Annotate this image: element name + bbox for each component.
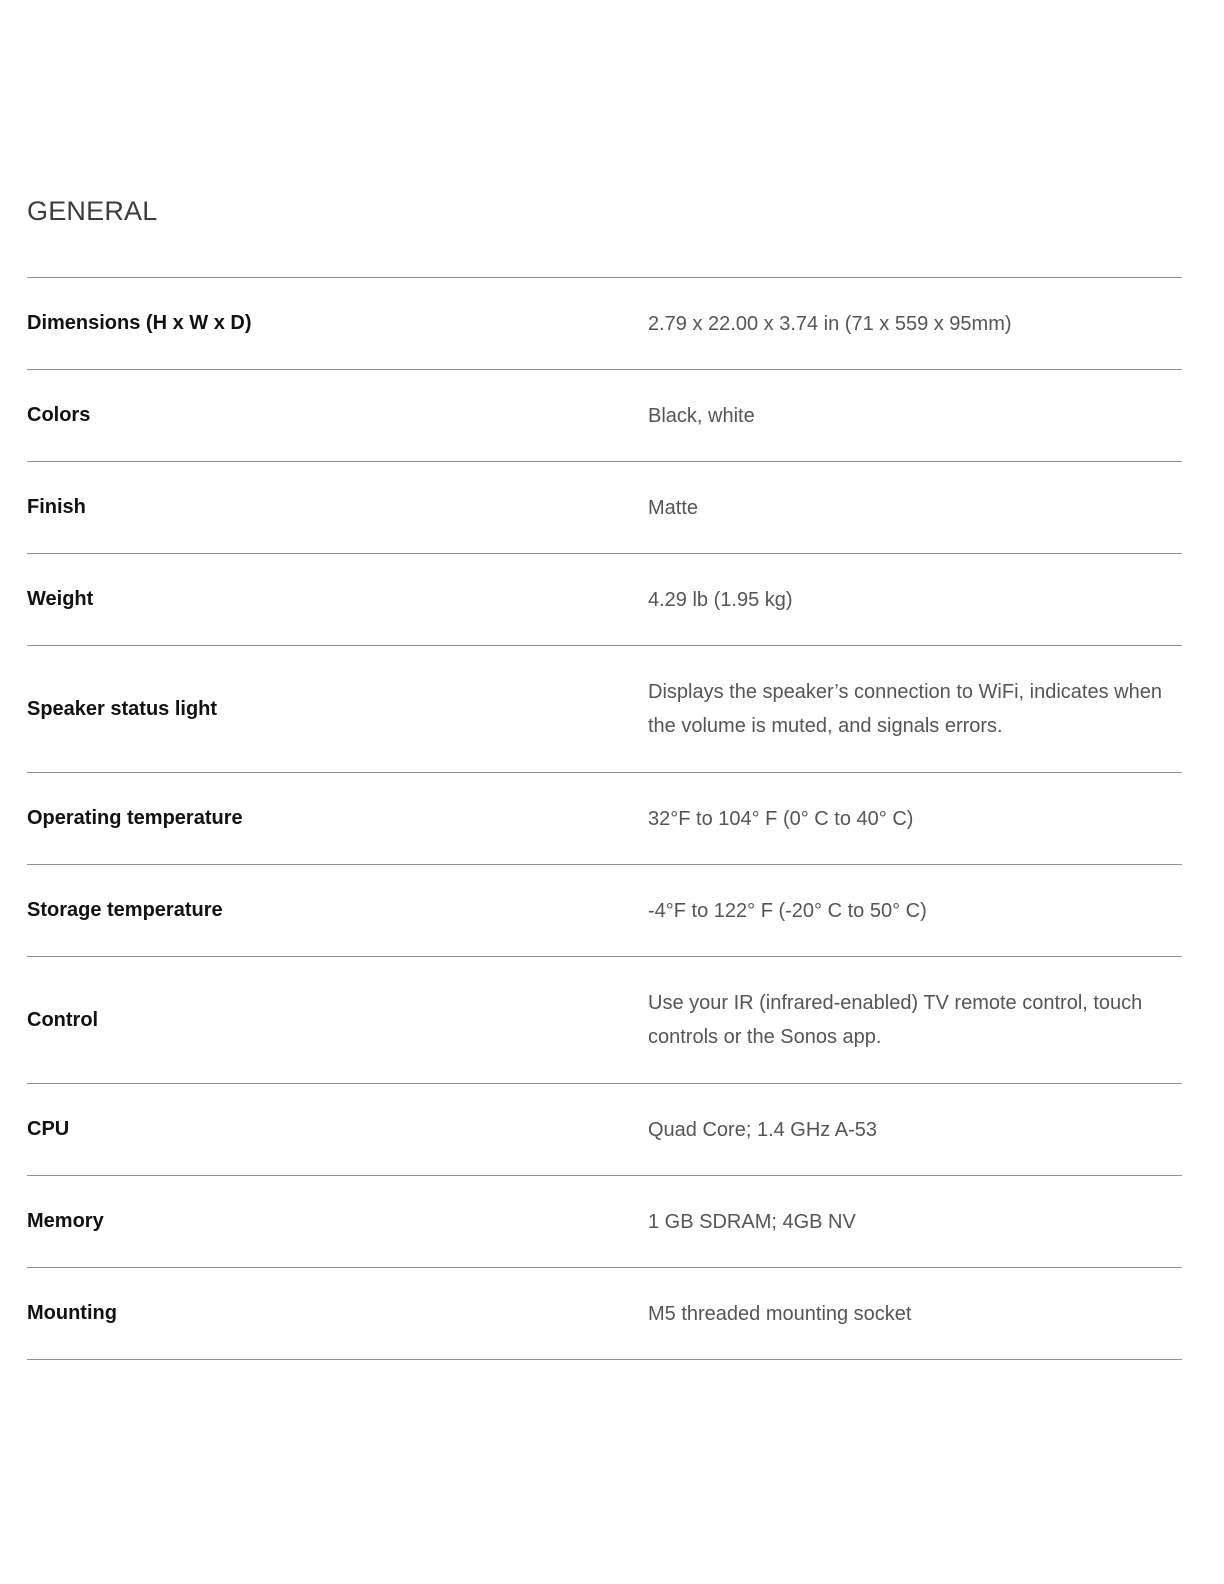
spec-row-colors <box>27 370 1182 462</box>
spec-label: Memory <box>27 1210 104 1232</box>
spec-row-control <box>27 957 1182 1084</box>
spec-label: Weight <box>27 588 94 610</box>
spec-value: Displays the speaker’s connection to WiFi, indicates when the volume is muted, and signals errors. <box>648 681 1162 737</box>
spec-row-dimensions <box>27 278 1182 370</box>
spec-value: Black, white <box>648 404 755 427</box>
spec-value: 4.29 lb (1.95 kg) <box>648 588 793 611</box>
spec-label: Colors <box>27 404 91 426</box>
spec-value: 2.79 x 22.00 x 3.74 in (71 x 559 x 95mm) <box>648 312 1012 335</box>
spec-row-operating-temperature <box>27 773 1182 865</box>
section-title: GENERAL <box>27 196 158 226</box>
spec-row-mounting <box>27 1268 1182 1360</box>
spec-value: Matte <box>648 496 699 519</box>
spec-label: Finish <box>27 496 86 518</box>
spec-label: Control <box>27 1008 99 1031</box>
spec-table <box>27 277 1182 1360</box>
spec-label: Storage temperature <box>27 899 223 921</box>
spec-row-memory <box>27 1176 1182 1268</box>
spec-value: M5 threaded mounting socket <box>648 1302 912 1325</box>
spec-row-weight <box>27 554 1182 646</box>
spec-row-storage-temperature <box>27 865 1182 957</box>
spec-label: Operating temperature <box>27 807 243 829</box>
spec-value: Quad Core; 1.4 GHz A-53 <box>648 1118 878 1141</box>
spec-row-status-light <box>27 646 1182 773</box>
spec-value: 1 GB SDRAM; 4GB NV <box>648 1210 856 1233</box>
spec-label: Dimensions (H x W x D) <box>27 312 252 334</box>
spec-row-cpu <box>27 1084 1182 1176</box>
spec-value: Use your IR (infrared-enabled) TV remote control, touch controls or the Sonos app. <box>648 992 1143 1048</box>
spec-label: CPU <box>27 1118 70 1140</box>
spec-label: Mounting <box>27 1302 117 1324</box>
spec-label: Speaker status light <box>27 697 218 720</box>
spec-value: 32°F to 104° F (0° C to 40° C) <box>648 807 914 830</box>
spec-row-finish <box>27 462 1182 554</box>
spec-value: -4°F to 122° F (-20° C to 50° C) <box>648 899 927 922</box>
